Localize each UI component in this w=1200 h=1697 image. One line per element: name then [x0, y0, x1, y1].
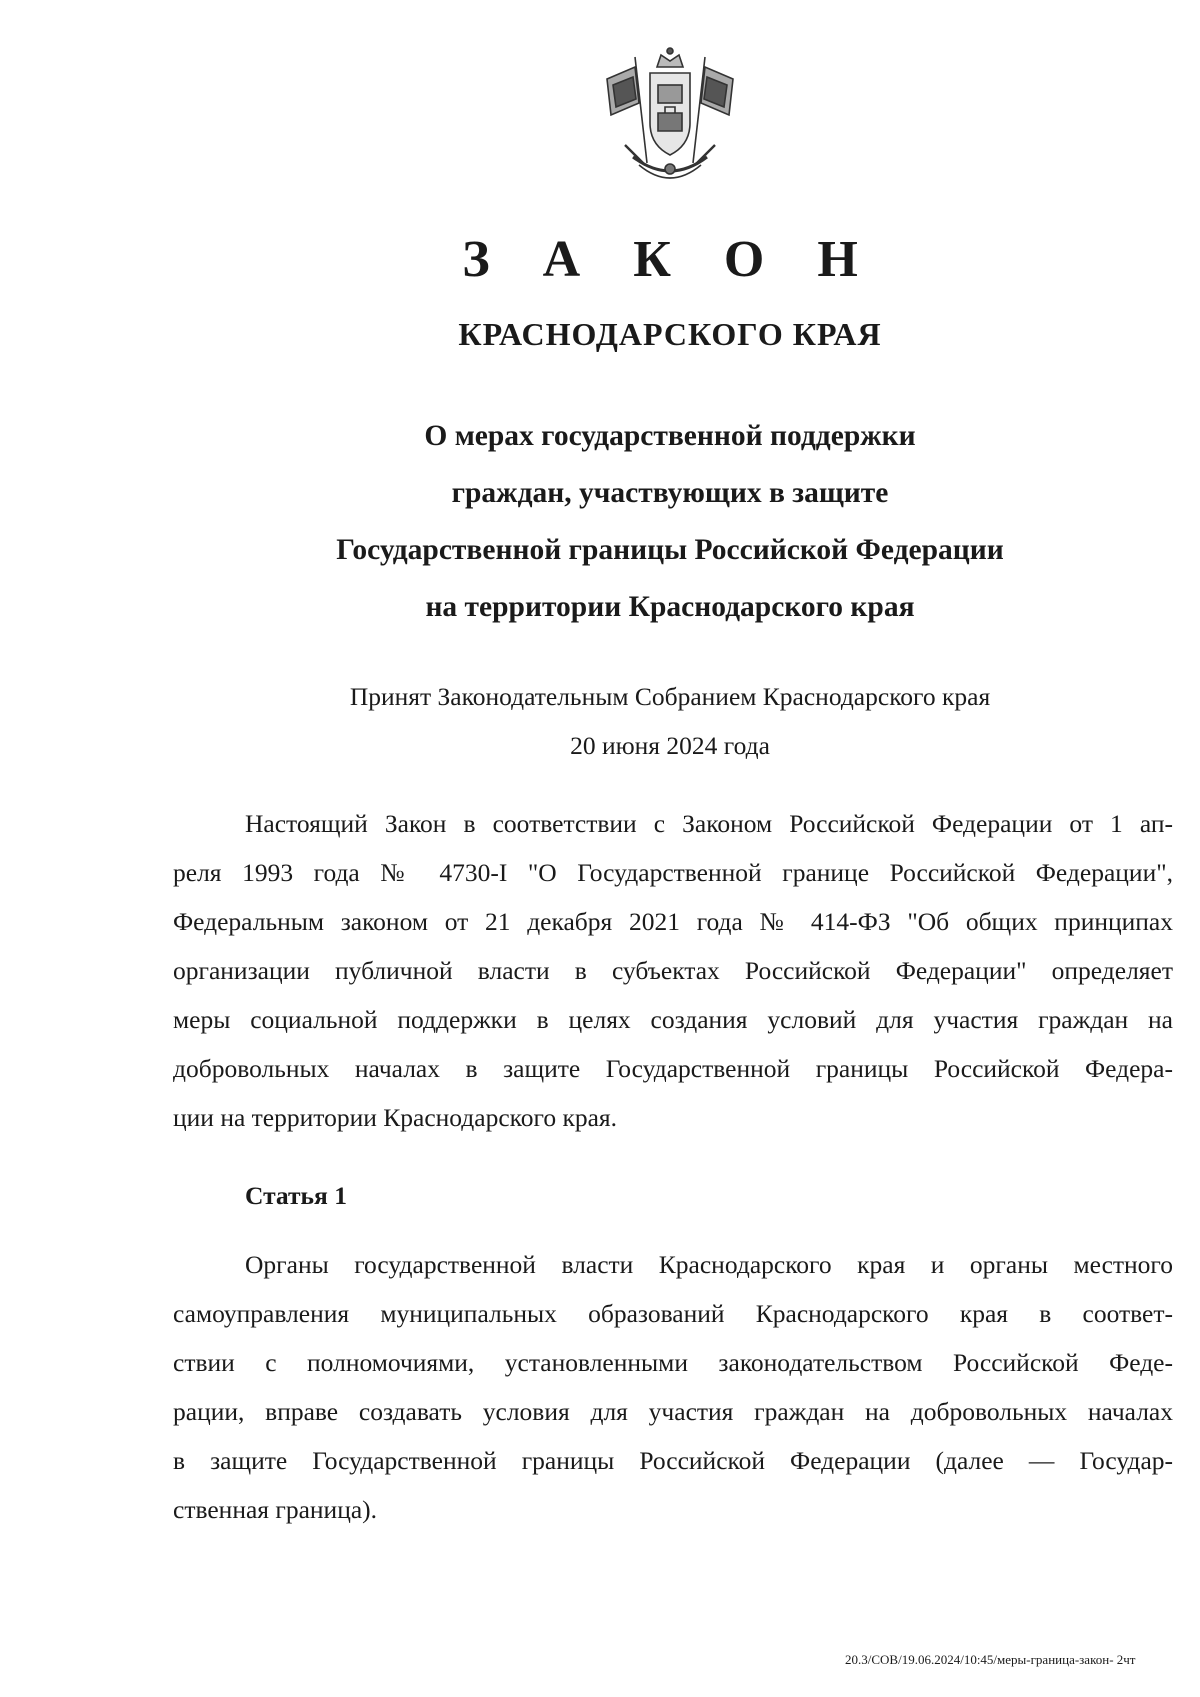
- adoption-body: Принят Законодательным Собранием Краснодарского края: [349, 682, 991, 711]
- law-title-line: граждан, участвующих в защите: [451, 477, 889, 509]
- paragraph-line: добровольных началах в защите Государственной границы Российской Федера-: [173, 1054, 1173, 1083]
- paragraph-line: ственная граница).: [173, 1495, 378, 1524]
- adoption-note: [0, 672, 1200, 770]
- krasnodar-coat-of-arms-icon: [595, 45, 745, 195]
- paragraph-line: Федеральным законом от 21 декабря 2021 года № 414-ФЗ "Об общих принципах: [173, 907, 1173, 936]
- article-1-paragraph: [173, 1240, 1173, 1534]
- paragraph-line: ствии с полномочиями, установленными законодательством Российской Феде-: [173, 1348, 1173, 1377]
- preamble-paragraph: [173, 799, 1173, 1142]
- law-title-line: на территории Краснодарского края: [425, 591, 915, 623]
- paragraph-line: меры социальной поддержки в целях создания условий для участия граждан на: [173, 1005, 1173, 1034]
- law-title: [0, 408, 1200, 636]
- paragraph-line: Органы государственной власти Краснодарского края и органы местного: [245, 1250, 1173, 1279]
- law-title-line: Государственной границы Российской Федерации: [336, 534, 1004, 566]
- paragraph-line: реля 1993 года № 4730-I "О Государственной границе Российской Федерации",: [173, 858, 1173, 887]
- paragraph-line: Настоящий Закон в соответствии с Законом Российской Федерации от 1 ап-: [245, 809, 1173, 838]
- paragraph-line: ции на территории Краснодарского края.: [173, 1103, 618, 1132]
- document-footer-code: 20.3/СОВ/19.06.2024/10:45/меры-граница-закон- 2чт: [845, 1652, 1136, 1667]
- paragraph-line: организации публичной власти в субъектах Российской Федерации" определяет: [173, 956, 1173, 985]
- region-heading: КРАСНОДАРСКОГО КРАЯ: [458, 316, 882, 352]
- paragraph-line: в защите Государственной границы Российской Федерации (далее — Государ-: [173, 1446, 1173, 1475]
- paragraph-line: рации, вправе создавать условия для участия граждан на добровольных началах: [173, 1397, 1173, 1426]
- law-title-line: О мерах государственной поддержки: [424, 420, 916, 452]
- adoption-date: 20 июня 2024 года: [570, 731, 770, 760]
- article-1-heading: Статья 1: [245, 1181, 347, 1210]
- law-heading: З А К О Н: [462, 231, 878, 288]
- paragraph-line: самоуправления муниципальных образований Краснодарского края в соответ-: [173, 1299, 1173, 1328]
